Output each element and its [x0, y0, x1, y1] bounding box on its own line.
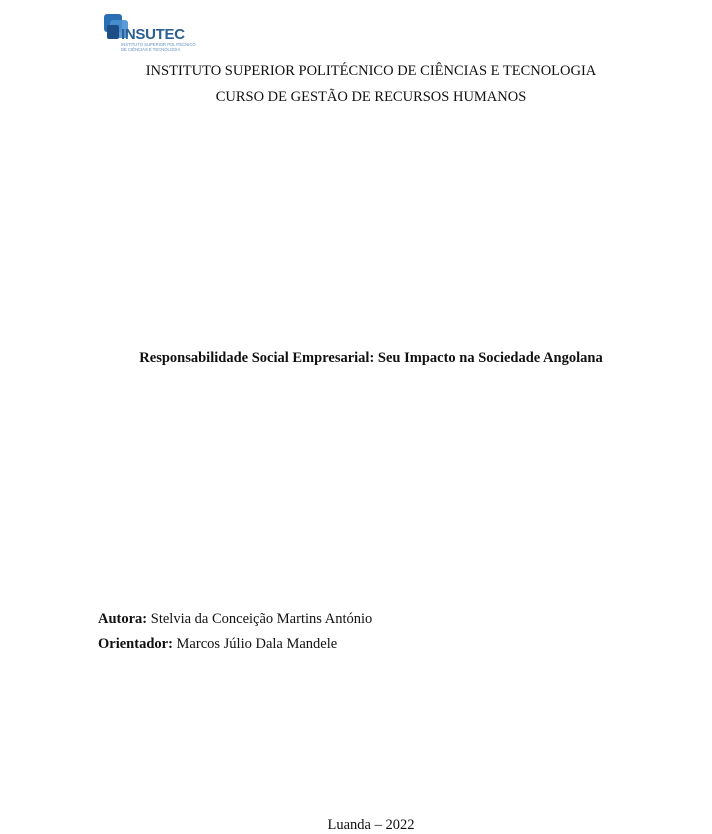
advisor-line [98, 635, 337, 653]
institution-name: INSTITUTO SUPERIOR POLITÉCNICO DE CIÊNCIAS E TECNOLOGIA [145, 63, 597, 79]
author-label: Autora: [98, 611, 148, 627]
document-title: Responsabilidade Social Empresarial: Seu Impacto na Sociedade Angolana [139, 350, 603, 366]
place-date: Luanda – 2022 [327, 817, 415, 833]
institution-logo [104, 14, 204, 54]
logo-brand-text: INSUTEC [121, 26, 185, 43]
advisor-name: Marcos Júlio Dala Mandele [176, 636, 338, 652]
author-name: Stelvia da Conceição Martins António [150, 611, 373, 627]
logo-subtitle-line2: DE CIÊNCIAS E TECNOLOGIA [121, 47, 181, 52]
course-name: CURSO DE GESTÃO DE RECURSOS HUMANOS [215, 89, 527, 105]
advisor-label: Orientador: [98, 636, 173, 652]
author-line [98, 610, 372, 628]
logo-subtitle [121, 42, 196, 52]
logo-subtitle-line1: INSTITUTO SUPERIOR POLITÉCNICO [121, 42, 196, 47]
